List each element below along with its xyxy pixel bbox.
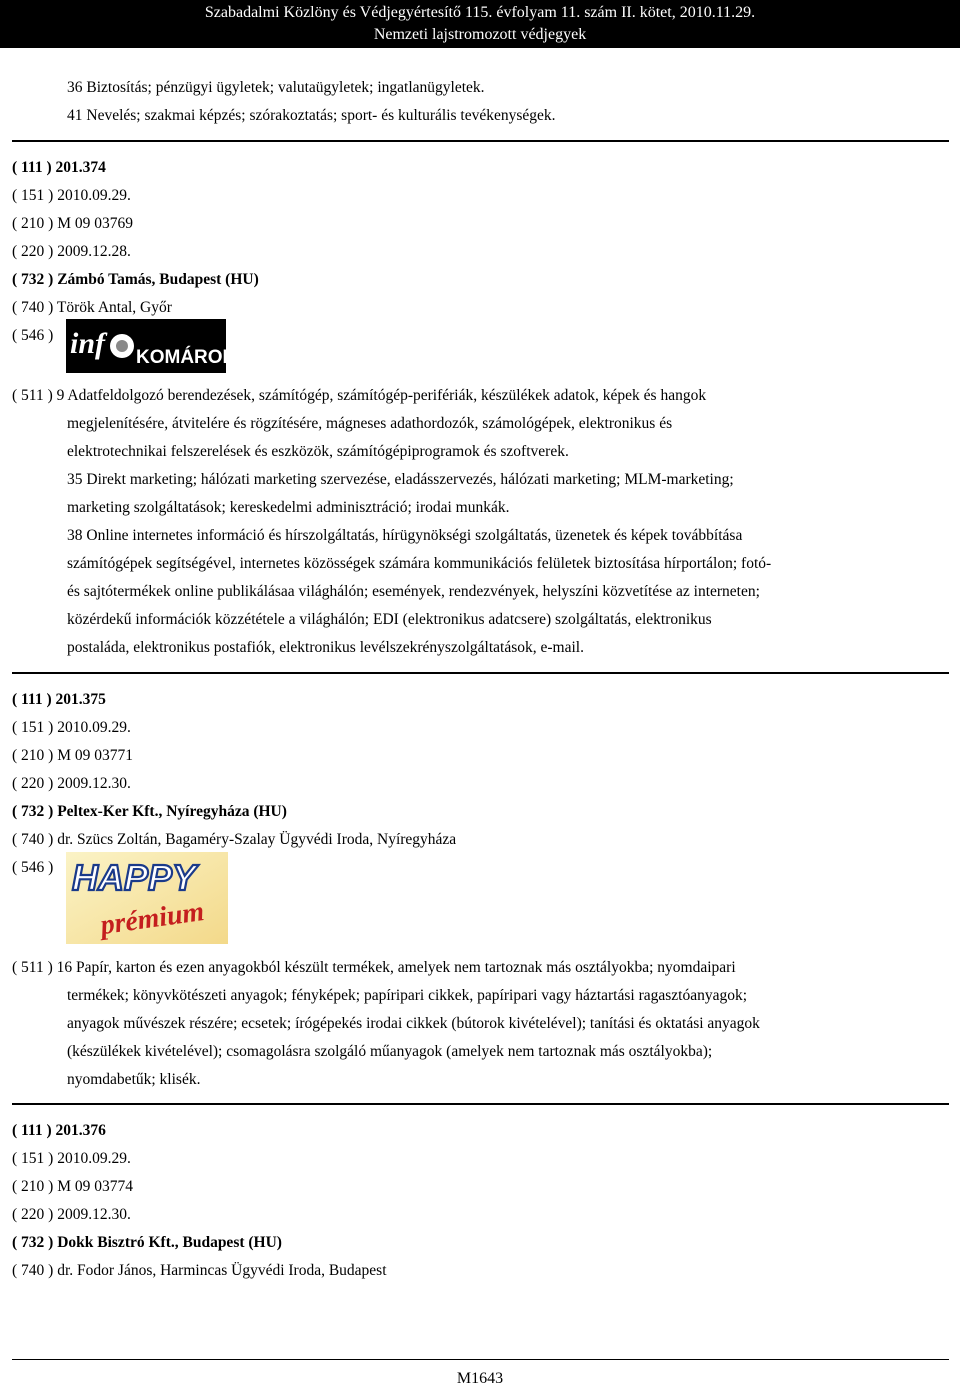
logo-text-inf: inf [70,327,106,360]
record-divider [12,1103,949,1105]
owner: ( 732 ) Peltex-Ker Kft., Nyíregyháza (HU) [12,803,287,820]
logo-text-komarom: KOMÁROM [136,347,239,368]
happy-premium-logo [66,852,228,944]
filing-date: ( 220 ) 2009.12.28. [12,243,131,260]
logo-text-happy: HAPPY [72,857,197,898]
owner: ( 732 ) Zámbó Tamás, Budapest (HU) [12,271,259,288]
application-number: ( 210 ) M 09 03769 [12,215,133,232]
goods-services-line: ( 511 ) 16 Papír, karton és ezen anyagokból készült termékek, amelyek nem tartoznak más osztályokba; nyomdaipari [12,959,736,976]
infokomarom-logo [66,319,239,373]
goods-services-line: termékek; könyvkötészeti anyagok; fényképek; papíripari cikkek, papíripari vagy háztartási ragasztóanyagok; [67,987,748,1004]
intro-class-36: 36 Biztosítás; pénzügyi ügyletek; valutaügyletek; ingatlanügyletek. [67,79,485,96]
mark-image-label: ( 546 ) [12,859,54,876]
header-section-title: Nemzeti lajstromozott védjegyek [373,26,587,43]
logo-text-premium: prémium [98,896,207,942]
goods-services-line: számítógépek segítségével, internetes közösségek számára kommunikációs felületek biztosítása hírportálon; fotó- [67,555,772,572]
registration-number: ( 111 ) 201.375 [12,691,106,708]
goods-services-line: megjelenítésére, átvitelére és rögzítésére, mágneses adathordozók, számológépek, elektronikus és [67,415,673,432]
registration-number: ( 111 ) 201.376 [12,1122,106,1139]
registration-date: ( 151 ) 2010.09.29. [12,187,131,204]
footer-rule [12,1359,949,1360]
goods-services-line: és sajtótermékek online publikálásaa világhálón; események, rendezvények, helyszíni közvetítése az interneten; [67,583,760,600]
goods-services-line: marketing szolgáltatások; kereskedelmi adminisztráció; irodai munkák. [67,499,510,516]
goods-services-line: elektrotechnikai felszerelések és eszközök, számítógépiprogramok és szoftverek. [67,443,569,460]
registration-date: ( 151 ) 2010.09.29. [12,1150,131,1167]
representative: ( 740 ) dr. Szücs Zoltán, Bagaméry-Szalay Ügyvédi Iroda, Nyíregyháza [12,831,457,848]
goods-services-line: közérdekű információk közzététele a világhálón; EDI (elektronikus adatcsere) szolgáltatás, elektronikus [67,611,712,628]
page-header [0,0,960,48]
mark-image-label: ( 546 ) [12,327,54,344]
representative: ( 740 ) Török Antal, Győr [12,299,172,316]
application-number: ( 210 ) M 09 03771 [12,747,133,764]
goods-services-line: 35 Direkt marketing; hálózati marketing szervezése, eladásszervezés, hálózati marketing; MLM-marketing; [67,471,734,488]
goods-services-line: 38 Online internetes információ és hírszolgáltatás, hírügynökségi szolgáltatás, üzenetek és képek továbbítása [67,527,743,544]
registration-date: ( 151 ) 2010.09.29. [12,719,131,736]
goods-services-line: (készülékek kivételével); csomagolásra szolgáló műanyagok (amelyek nem tartoznak más osztályokba); [67,1043,713,1060]
goods-services-line: ( 511 ) 9 Adatfeldolgozó berendezések, számítógép, számítógép-perifériák, készülékek adatok, képek és hangok [12,387,707,404]
goods-services-line: anyagok művészek részére; ecsetek; írógépekés irodai cikkek (bútorok kivételével); tanítási és oktatási anyagok [67,1015,760,1032]
representative: ( 740 ) dr. Fodor János, Harmincas Ügyvédi Iroda, Budapest [12,1262,387,1279]
header-journal-title: Szabadalmi Közlöny és Védjegyértesítő 115. évfolyam 11. szám II. kötet, 2010.11.29. [204,4,756,21]
owner: ( 732 ) Dokk Bisztró Kft., Budapest (HU) [12,1234,282,1251]
record-divider [12,672,949,674]
intro-class-41: 41 Nevelés; szakmai képzés; szórakoztatás; sport- és kulturális tevékenységek. [67,107,556,124]
filing-date: ( 220 ) 2009.12.30. [12,1206,131,1223]
application-number: ( 210 ) M 09 03774 [12,1178,133,1195]
registration-number: ( 111 ) 201.374 [12,159,106,176]
page-number: M1643 [456,1370,504,1387]
goods-services-line: postaláda, elektronikus postafiók, elektronikus levélszekrényszolgáltatások, e-mail. [67,639,584,656]
record-divider [12,140,949,142]
goods-services-line: nyomdabetűk; klisék. [67,1071,201,1088]
filing-date: ( 220 ) 2009.12.30. [12,775,131,792]
